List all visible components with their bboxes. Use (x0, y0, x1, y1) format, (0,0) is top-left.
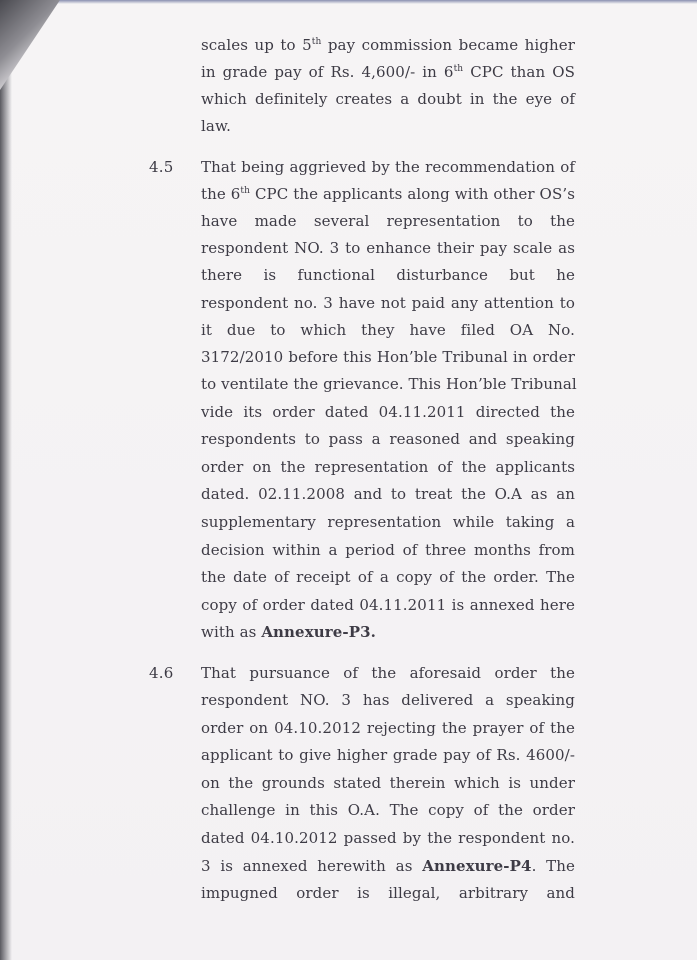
text-line: vide its order dated 04.11.2011 directed the (201, 403, 575, 421)
text-line: copy of order dated 04.11.2011 is annexed here (201, 596, 575, 614)
text-line: scales up to 5th pay commission became higher (201, 36, 575, 54)
text-line: order on 04.10.2012 rejecting the prayer of the (201, 719, 575, 737)
text-fragment: 3 is annexed herewith as (201, 857, 413, 875)
text-line: the date of receipt of a copy of the order. The (201, 568, 575, 586)
text-line: respondent no. 3 have not paid any attention to (201, 294, 575, 312)
text-line: on the grounds stated therein which is under (201, 774, 575, 792)
page-left-shadow (0, 0, 12, 960)
text-line: which definitely creates a doubt in the eye of (201, 90, 575, 108)
text-line: there is functional disturbance but he (201, 266, 575, 284)
text-line: impugned order is illegal, arbitrary and (201, 884, 575, 902)
text-line: challenge in this O.A. The copy of the order (201, 801, 575, 819)
annexure-reference: Annexure-P4 (422, 857, 532, 875)
text-line: dated. 02.11.2008 and to treat the O.A as an (201, 485, 575, 503)
paragraph-number: 4.5 (149, 158, 174, 176)
text-line (201, 619, 575, 646)
text-line: to ventilate the grievance. This Hon’ble Tribunal (201, 375, 577, 393)
text-line: respondent NO. 3 has delivered a speaking (201, 691, 575, 709)
text-line: 3 is annexed herewith as Annexure-P4. The (201, 857, 575, 875)
text-line: in grade pay of Rs. 4,600/- in 6th CPC than OS (201, 63, 576, 81)
text-line: That pursuance of the aforesaid order the (201, 664, 575, 682)
text-line: decision within a period of three months from (201, 541, 575, 559)
annexure-reference: Annexure-P3. (261, 623, 376, 641)
text-fragment: with as (201, 623, 257, 641)
text-line: the 6th CPC the applicants along with other OS’s (201, 185, 575, 203)
text-fragment: The (546, 857, 575, 875)
text-line: respondent NO. 3 to enhance their pay scale as (201, 239, 575, 257)
text-line: supplementary representation while taking a (201, 513, 575, 531)
text-line: law. (201, 117, 231, 135)
text-line: order on the representation of the applicants (201, 458, 575, 476)
text-line: That being aggrieved by the recommendation of (201, 158, 575, 176)
text-line: respondents to pass a reasoned and speaking (201, 430, 575, 448)
text-line: 3172/2010 before this Hon’ble Tribunal in order (201, 348, 575, 366)
text-line: have made several representation to the (201, 212, 575, 230)
text-line: applicant to give higher grade pay of Rs. 4600/- (201, 746, 575, 764)
folded-corner (0, 0, 60, 90)
page-top-edge (0, 0, 697, 4)
paragraph-number: 4.6 (149, 664, 174, 682)
text-line: dated 04.10.2012 passed by the respondent no. (201, 829, 575, 847)
text-line: it due to which they have filed OA No. (201, 321, 575, 339)
